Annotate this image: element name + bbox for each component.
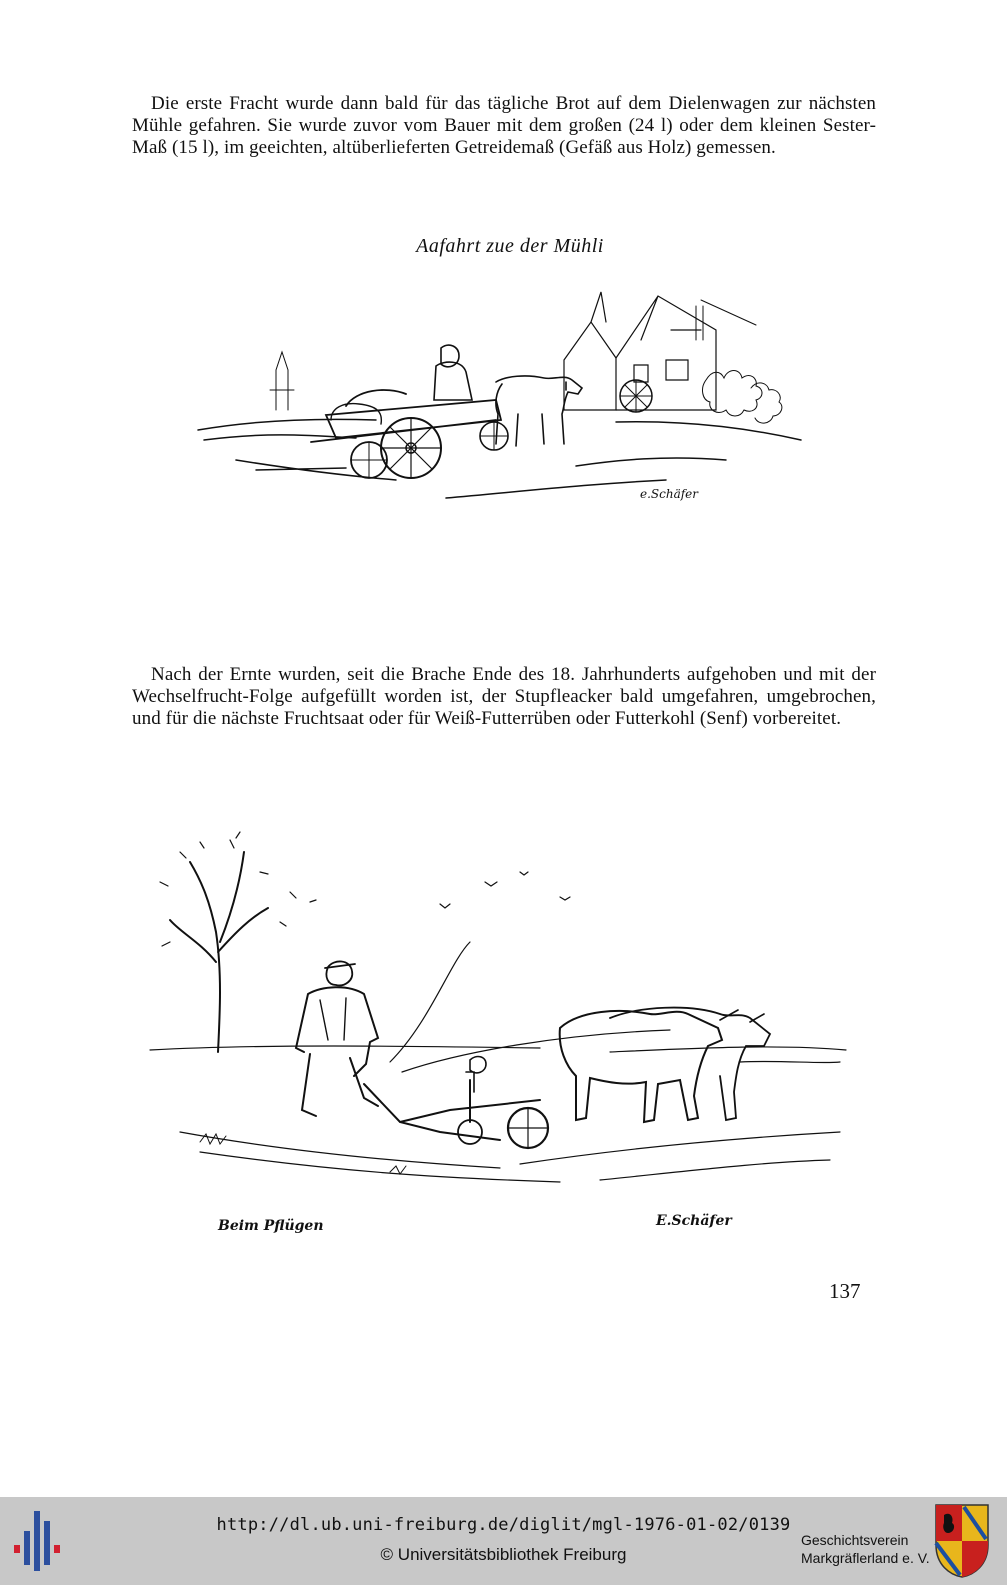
paragraph-grain-to-mill	[132, 93, 876, 159]
illustration-caption-ploughing: Beim Pflügen	[218, 1218, 324, 1234]
ploughing-illustration	[140, 822, 860, 1250]
illustration-caption-mill: Aafahrt zue der Mühli	[416, 235, 604, 257]
coat-of-arms-icon	[934, 1503, 990, 1579]
paragraph-after-harvest	[132, 664, 876, 730]
paragraph-text: Die erste Fracht wurde dann bald für das tägliche Brot auf dem Dielenwagen zur nächsten Mühle gefahren. Sie wurde zuvor vom Bauer mit dem großen (24 l) oder dem kleinen Sester-Maß (15 l), im geeichten, altüberlieferten Getreidemaß (Gefäß aus Holz) gemessen.	[132, 93, 876, 158]
illustration-signature: E.Schäfer	[656, 1213, 732, 1229]
copyright-notice: © Universitätsbibliothek Freiburg	[380, 1545, 627, 1564]
footer-bar	[0, 1497, 1007, 1585]
illustration-signature: e.Schäfer	[640, 487, 699, 501]
cart-to-mill-illustration	[196, 270, 806, 515]
source-url-link[interactable]: http://dl.ub.uni-freiburg.de/diglit/mgl-1976-01-02/0139	[216, 1515, 791, 1535]
organization-line: Geschichtsverein	[801, 1532, 909, 1548]
organization-line: Markgräflerland e. V.	[801, 1550, 930, 1566]
page-number: 137	[829, 1279, 861, 1303]
organization-name	[801, 1531, 930, 1567]
paragraph-text: Nach der Ernte wurden, seit die Brache Ende des 18. Jahrhunderts aufgehoben und mit der Wechselfrucht-Folge aufgefüllt worden ist, der Stupfleacker bald umgefahren, umgebrochen, und für die nächste Fruchtsaat oder für Weiß-Futterrüben oder Futterkohl (Senf) vorbereitet.	[132, 664, 876, 729]
